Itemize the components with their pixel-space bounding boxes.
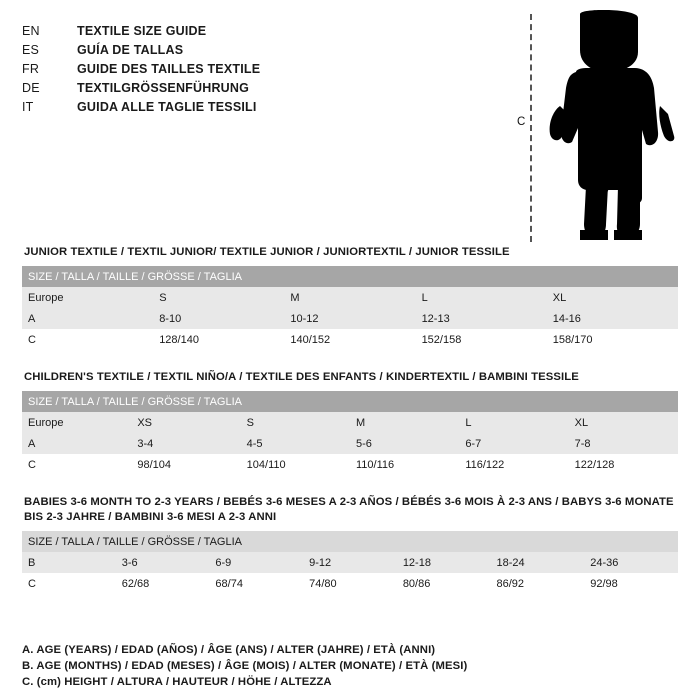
cell: M	[350, 412, 459, 433]
row-label: B	[22, 552, 116, 573]
language-row	[22, 22, 442, 41]
cell: 18-24	[491, 552, 585, 573]
cell: 9-12	[303, 552, 397, 573]
height-measurement-figure	[512, 10, 682, 245]
cell: 7-8	[569, 433, 678, 454]
cell: XL	[569, 412, 678, 433]
table-row	[22, 329, 678, 350]
table-row	[22, 573, 678, 594]
section-junior	[22, 245, 678, 350]
row-label: C	[22, 454, 131, 475]
language-row	[22, 79, 442, 98]
table-row	[22, 552, 678, 573]
cell: 152/158	[416, 329, 547, 350]
cell: 3-4	[131, 433, 240, 454]
cell: 14-16	[547, 308, 678, 329]
cell: 158/170	[547, 329, 678, 350]
cell: XL	[547, 287, 678, 308]
cell: 3-6	[116, 552, 210, 573]
cell: L	[416, 287, 547, 308]
legend-line-b: B. AGE (MONTHS) / EDAD (MESES) / ÂGE (MOIS) / ALTER (MONATE) / ETÀ (MESI)	[22, 660, 468, 672]
measurement-label-c: C	[517, 116, 526, 128]
table-row	[22, 412, 678, 433]
cell: 140/152	[284, 329, 415, 350]
row-label: C	[22, 329, 153, 350]
section-title: CHILDREN'S TEXTILE / TEXTIL NIÑO/A / TEXTILE DES ENFANTS / KINDERTEXTIL / BAMBINI TESSILE	[24, 371, 579, 383]
language-row	[22, 60, 442, 79]
cell: M	[284, 287, 415, 308]
row-label: A	[22, 433, 131, 454]
section-title: JUNIOR TEXTILE / TEXTIL JUNIOR/ TEXTILE JUNIOR / JUNIORTEXTIL / JUNIOR TESSILE	[24, 246, 510, 258]
cell: 104/110	[241, 454, 350, 475]
cell: S	[241, 412, 350, 433]
babies-size-table	[22, 531, 678, 594]
language-title: TEXTILGRÖSSENFÜHRUNG	[77, 81, 250, 95]
table-header-label: SIZE / TALLA / TAILLE / GRÖSSE / TAGLIA	[22, 391, 678, 412]
cell: 74/80	[303, 573, 397, 594]
table-header-row	[22, 391, 678, 412]
language-row	[22, 98, 442, 117]
cell: 110/116	[350, 454, 459, 475]
legend-block	[22, 642, 682, 690]
cell: 122/128	[569, 454, 678, 475]
language-code: ES	[22, 43, 40, 57]
language-code: FR	[22, 62, 40, 76]
cell: 4-5	[241, 433, 350, 454]
junior-size-table	[22, 266, 678, 350]
cell: 92/98	[584, 573, 678, 594]
cell: 12-18	[397, 552, 491, 573]
table-row	[22, 287, 678, 308]
row-label: A	[22, 308, 153, 329]
cell: XS	[131, 412, 240, 433]
row-label: Europe	[22, 412, 131, 433]
language-code: IT	[22, 100, 34, 114]
children-size-table	[22, 391, 678, 475]
language-row	[22, 41, 442, 60]
cell: 8-10	[153, 308, 284, 329]
cell: 6-7	[459, 433, 568, 454]
language-title: TEXTILE SIZE GUIDE	[77, 24, 207, 38]
table-row	[22, 308, 678, 329]
language-title: GUIDE DES TAILLES TEXTILE	[77, 62, 261, 76]
row-label: Europe	[22, 287, 153, 308]
section-babies	[22, 495, 678, 594]
cell: 12-13	[416, 308, 547, 329]
cell: 24-36	[584, 552, 678, 573]
cell: 5-6	[350, 433, 459, 454]
language-code: EN	[22, 24, 40, 38]
cell: 6-9	[209, 552, 303, 573]
table-row	[22, 454, 678, 475]
table-header-row	[22, 266, 678, 287]
cell: 80/86	[397, 573, 491, 594]
cell: 116/122	[459, 454, 568, 475]
cell: 86/92	[491, 573, 585, 594]
table-row	[22, 433, 678, 454]
row-label: C	[22, 573, 116, 594]
cell: S	[153, 287, 284, 308]
language-code: DE	[22, 81, 40, 95]
measurement-dashed-line	[530, 14, 532, 242]
table-header-row	[22, 531, 678, 552]
cell: L	[459, 412, 568, 433]
table-header-label: SIZE / TALLA / TAILLE / GRÖSSE / TAGLIA	[22, 531, 678, 552]
cell: 128/140	[153, 329, 284, 350]
cell: 68/74	[209, 573, 303, 594]
cell: 98/104	[131, 454, 240, 475]
cell: 62/68	[116, 573, 210, 594]
child-silhouette-icon	[542, 10, 682, 242]
legend-line-a: A. AGE (YEARS) / EDAD (AÑOS) / ÂGE (ANS) / ALTER (JAHRE) / ETÀ (ANNI)	[22, 644, 436, 656]
section-title: BABIES 3-6 MONTH TO 2-3 YEARS / BEBÉS 3-6 MESES A 2-3 AÑOS / BÉBÉS 3-6 MOIS À 2-3 ANS / BABYS 3-6 MONATE BIS 2-3 JAHRE / BAMBINI 3-6 MESI A 2-3 ANNI	[24, 496, 674, 523]
language-title: GUIDA ALLE TAGLIE TESSILI	[77, 100, 257, 114]
language-title-list	[22, 22, 442, 117]
section-children	[22, 370, 678, 475]
legend-line-c: C. (cm) HEIGHT / ALTURA / HAUTEUR / HÖHE / ALTEZZA	[22, 676, 332, 688]
table-header-label: SIZE / TALLA / TAILLE / GRÖSSE / TAGLIA	[22, 266, 678, 287]
language-title: GUÍA DE TALLAS	[77, 43, 184, 57]
cell: 10-12	[284, 308, 415, 329]
